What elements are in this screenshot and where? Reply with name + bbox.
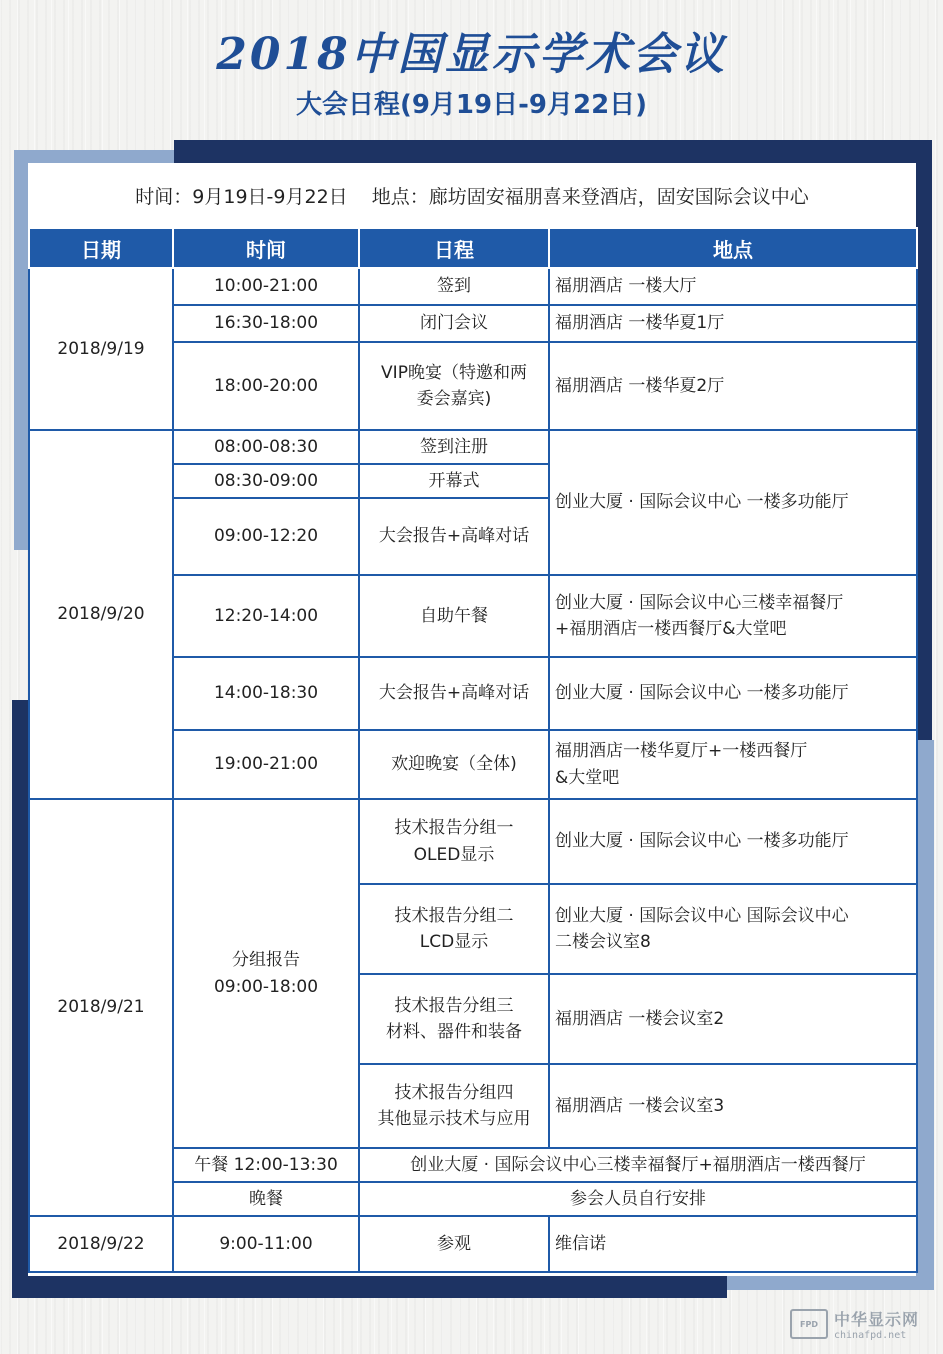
place-line: &大堂吧 (555, 767, 620, 788)
place-line: 创业大厦 · 国际会议中心 国际会议中心 (555, 905, 849, 926)
place-cell: 福朋酒店 一楼华夏2厅 (549, 342, 917, 430)
watermark (790, 1300, 940, 1348)
time-cell: 午餐 12:00-13:30 (173, 1148, 359, 1182)
event-cell (359, 974, 549, 1064)
watermark-url: chinafpd.net (834, 1330, 907, 1341)
time-cell: 08:00-08:30 (173, 430, 359, 464)
date-cell: 2018/9/21 (29, 799, 173, 1216)
fpd-logo-icon: FPD (790, 1309, 828, 1339)
date-cell: 2018/9/20 (29, 430, 173, 799)
schedule-table (28, 227, 918, 1273)
event-cell: 开幕式 (359, 464, 549, 498)
place-cell (549, 884, 917, 974)
event-cell: 签到注册 (359, 430, 549, 464)
time-line: 分组报告 (232, 950, 300, 971)
event-line: 技术报告分组二 (394, 905, 514, 926)
time-cell: 10:00-21:00 (173, 268, 359, 305)
place-cell: 创业大厦 · 国际会议中心 一楼多功能厅 (549, 430, 917, 575)
table-row (29, 268, 917, 305)
event-line: VIP晚宴（特邀和两 (381, 362, 527, 383)
header-event: 日程 (359, 228, 549, 268)
event-cell: 大会报告+高峰对话 (359, 498, 549, 575)
event-line: 材料、器件和装备 (386, 1022, 522, 1042)
place-cell: 福朋酒店 一楼华夏1厅 (549, 305, 917, 342)
time-cell: 12:20-14:00 (173, 575, 359, 657)
event-cell (359, 884, 549, 974)
info-place: 地点：廊坊固安福朋喜来登酒店，固安国际会议中心 (371, 185, 809, 208)
place-cell: 创业大厦 · 国际会议中心 一楼多功能厅 (549, 799, 917, 884)
place-line: 福朋酒店一楼华夏厅+一楼西餐厅 (555, 741, 808, 762)
header-date: 日期 (29, 228, 173, 268)
event-line: 技术报告分组一 (394, 818, 514, 839)
place-line: +福朋酒店一楼西餐厅&大堂吧 (555, 619, 787, 639)
watermark-name: 中华显示网 (834, 1310, 920, 1329)
event-cell (359, 1064, 549, 1148)
time-cell: 16:30-18:00 (173, 305, 359, 342)
place-cell: 创业大厦 · 国际会议中心三楼幸福餐厅+福朋酒店一楼西餐厅 (359, 1148, 917, 1182)
event-line: 其他显示技术与应用 (377, 1109, 531, 1129)
place-cell: 参会人员自行安排 (359, 1182, 917, 1216)
frame-decoration (174, 140, 932, 164)
event-cell: 大会报告+高峰对话 (359, 657, 549, 730)
table-row (29, 799, 917, 884)
frame-decoration (12, 1276, 727, 1298)
info-line (28, 163, 916, 227)
time-line: 09:00-18:00 (213, 976, 319, 997)
event-cell (359, 799, 549, 884)
time-cell: 18:00-20:00 (173, 342, 359, 430)
event-cell: 参观 (359, 1216, 549, 1272)
time-cell: 14:00-18:30 (173, 657, 359, 730)
event-cell: 签到 (359, 268, 549, 305)
place-cell: 福朋酒店 一楼会议室3 (549, 1064, 917, 1148)
date-cell: 2018/9/22 (29, 1216, 173, 1272)
event-line: OLED显示 (413, 844, 495, 865)
time-cell: 9:00-11:00 (173, 1216, 359, 1272)
event-line: 委会嘉宾) (416, 389, 492, 409)
place-cell: 福朋酒店 一楼大厅 (549, 268, 917, 305)
event-line: 技术报告分组四 (394, 1082, 514, 1103)
table-row (29, 1216, 917, 1272)
time-cell: 09:00-12:20 (173, 498, 359, 575)
place-cell: 创业大厦 · 国际会议中心 一楼多功能厅 (549, 657, 917, 730)
time-cell: 19:00-21:00 (173, 730, 359, 799)
place-cell (549, 730, 917, 799)
header-time: 时间 (173, 228, 359, 268)
event-cell: 自助午餐 (359, 575, 549, 657)
place-cell (549, 575, 917, 657)
page-subtitle: 大会日程(9月19日-9月22日) (295, 90, 648, 120)
table-row (29, 430, 917, 464)
place-line: 创业大厦 · 国际会议中心三楼幸福餐厅 (555, 592, 844, 613)
event-cell: 闭门会议 (359, 305, 549, 342)
place-cell: 维信诺 (549, 1216, 917, 1272)
watermark-text (834, 1307, 919, 1341)
time-cell: 晚餐 (173, 1182, 359, 1216)
time-cell (173, 799, 359, 1148)
date-cell: 2018/9/19 (29, 268, 173, 430)
header-place: 地点 (549, 228, 917, 268)
event-line: 技术报告分组三 (394, 995, 514, 1016)
event-line: LCD显示 (419, 932, 489, 952)
table-header-row (29, 228, 917, 268)
time-cell: 08:30-09:00 (173, 464, 359, 498)
event-cell: 欢迎晚宴（全体) (359, 730, 549, 799)
page-title: 2018中国显示学术会议 (216, 29, 727, 80)
place-cell: 福朋酒店 一楼会议室2 (549, 974, 917, 1064)
place-line: 二楼会议室8 (555, 932, 651, 952)
frame-decoration (727, 1276, 934, 1290)
info-time: 时间：9月19日-9月22日 (135, 185, 348, 208)
event-cell (359, 342, 549, 430)
